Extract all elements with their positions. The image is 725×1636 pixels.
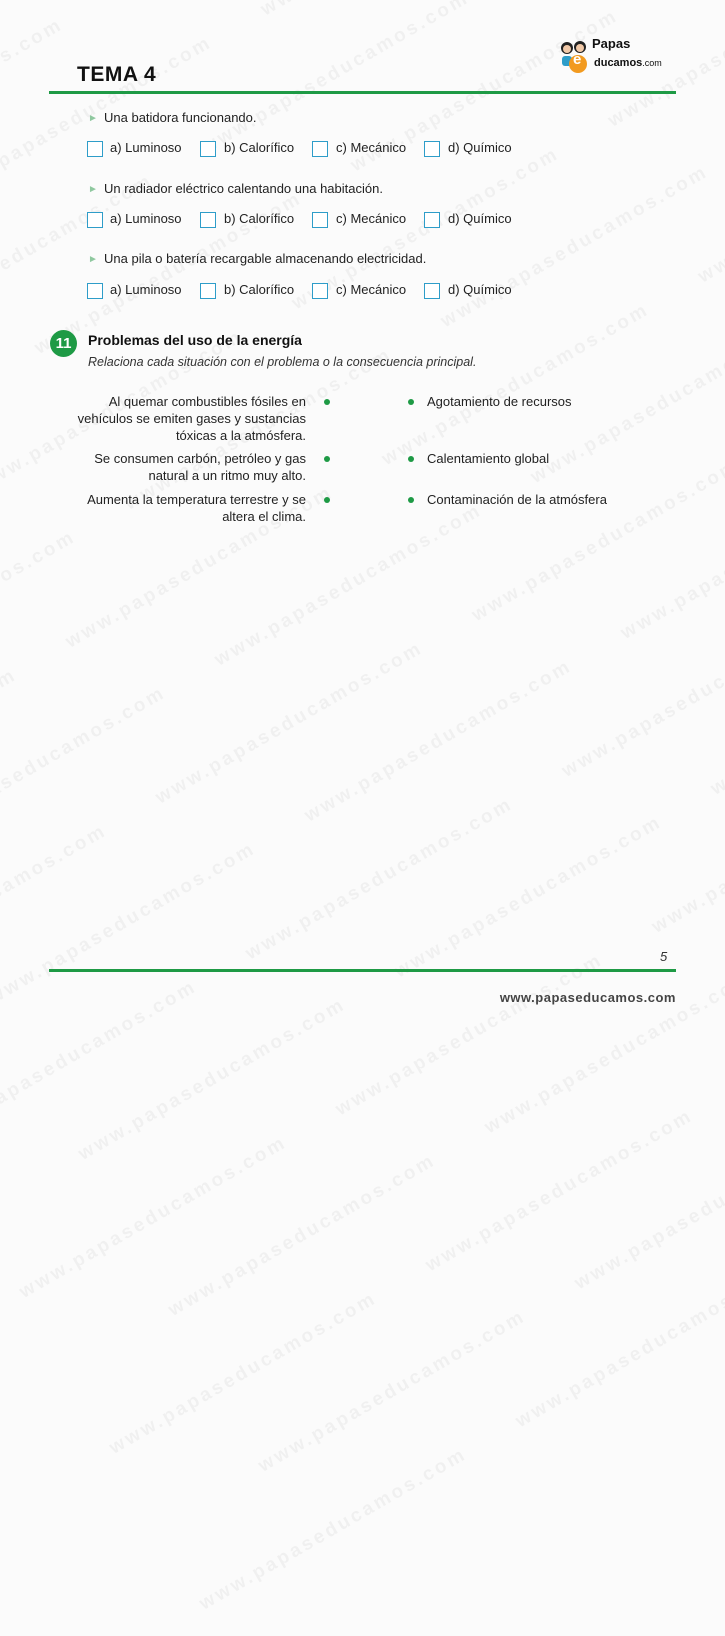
watermark-text (631, 737, 725, 968)
option-label: b) Calorífico (224, 140, 295, 155)
exercise-instructions: Relaciona cada situación con el problema o la consecuencia principal. (88, 355, 477, 369)
watermark-text (0, 1102, 308, 1333)
logo-text-top: Papas (592, 36, 631, 51)
watermark-text (0, 0, 84, 215)
option-checkbox[interactable] (312, 283, 328, 299)
watermark-text (541, 581, 725, 812)
papaseducamos-logo (556, 36, 676, 76)
watermark-text (497, 0, 725, 6)
match-right-dot[interactable] (408, 399, 414, 405)
watermark-text (328, 1432, 637, 1636)
watermark-text (374, 782, 683, 1013)
option-checkbox[interactable] (424, 212, 440, 228)
match-right-dot[interactable] (408, 497, 414, 503)
match-right-item: Contaminación de la atmósfera (427, 492, 607, 507)
option-checkbox[interactable] (312, 141, 328, 157)
arrow-bullet-icon: ► (88, 254, 98, 265)
match-left-item: Al quemar combustibles fósiles en vehículos se emiten gases y sustancias tóxicas a la atmósfera. (77, 394, 306, 443)
option-label: b) Calorífico (224, 211, 295, 226)
logo-text-bottom: ducamos.com (594, 57, 662, 69)
watermark-text (45, 452, 354, 683)
option-label: c) Mecánico (336, 140, 407, 155)
option-label: d) Químico (448, 140, 512, 155)
page-number: 5 (660, 949, 668, 964)
match-left-item: Se consumen carbón, petróleo y gas natural a un ritmo muy alto. (94, 451, 306, 483)
option-checkbox[interactable] (312, 212, 328, 228)
option-label: d) Químico (448, 282, 512, 297)
footer-url: www.papaseducamos.com (499, 990, 676, 1005)
arrow-bullet-icon: ► (88, 184, 98, 195)
option-label: d) Químico (448, 211, 512, 226)
option-checkbox[interactable] (200, 141, 216, 157)
watermark-text (89, 1258, 398, 1489)
match-left-dot[interactable] (324, 399, 330, 405)
watermark-text (148, 1120, 457, 1351)
question-statement: Una batidora funcionando. (104, 110, 257, 125)
watermark-text (315, 920, 624, 1151)
watermark-text (405, 1076, 714, 1307)
watermark-text (495, 1232, 725, 1463)
option-label: a) Luminoso (110, 211, 182, 226)
option-checkbox[interactable] (87, 212, 103, 228)
watermark-text (0, 341, 7, 572)
watermark-text (644, 1250, 725, 1481)
page-title: TEMA 4 (77, 63, 157, 86)
watermark-text (420, 132, 725, 363)
option-checkbox[interactable] (200, 212, 216, 228)
watermark-text (330, 0, 639, 206)
option-label: b) Calorífico (224, 282, 295, 297)
match-right-item: Calentamiento global (427, 451, 550, 466)
watermark-text (181, 0, 490, 188)
watermark-text (0, 653, 187, 884)
watermark-text (179, 1414, 488, 1636)
option-label: c) Mecánico (336, 282, 407, 297)
option-checkbox[interactable] (87, 141, 103, 157)
match-left-dot[interactable] (324, 497, 330, 503)
watermark-text (91, 0, 400, 33)
watermark-text (646, 0, 725, 24)
watermark-text (0, 791, 128, 1022)
match-left-dot[interactable] (324, 456, 330, 462)
watermark-text (690, 599, 725, 830)
watermark-text (284, 626, 593, 857)
watermark-text (0, 947, 218, 1178)
watermark-text (238, 1276, 547, 1507)
watermark-text (58, 965, 367, 1196)
option-checkbox[interactable] (424, 283, 440, 299)
match-right-dot[interactable] (408, 456, 414, 462)
question-statement: Una pila o batería recargable almacenando electricidad. (104, 251, 427, 266)
option-checkbox[interactable] (424, 141, 440, 157)
watermark-text (0, 635, 38, 866)
watermark-text (721, 893, 725, 1124)
watermark-text (0, 497, 97, 728)
watermark-text (677, 87, 725, 318)
watermark-text (240, 0, 549, 50)
footer-rule (49, 969, 676, 972)
option-label: a) Luminoso (110, 140, 182, 155)
option-checkbox[interactable] (87, 283, 103, 299)
watermark-text (0, 809, 277, 1040)
option-label: a) Luminoso (110, 282, 182, 297)
match-right-item: Agotamiento de recursos (427, 394, 572, 409)
exercise-number-badge: 11 (50, 330, 77, 357)
arrow-bullet-icon: ► (88, 113, 98, 124)
watermark-text (600, 444, 725, 675)
option-label: c) Mecánico (336, 211, 407, 226)
option-checkbox[interactable] (200, 283, 216, 299)
watermark-text (464, 938, 725, 1169)
watermark-text (587, 0, 725, 162)
watermark-text (225, 764, 534, 995)
match-left-item: Aumenta la temperatura terrestre y se altera el clima. (87, 492, 306, 524)
watermark-text (135, 608, 444, 839)
logo-letter: e (573, 51, 582, 68)
question-statement: Un radiador eléctrico calentando una habitación. (104, 181, 383, 196)
exercise-title: Problemas del uso de la energía (88, 332, 302, 348)
header-rule (49, 91, 676, 94)
watermark-text (554, 1094, 725, 1325)
